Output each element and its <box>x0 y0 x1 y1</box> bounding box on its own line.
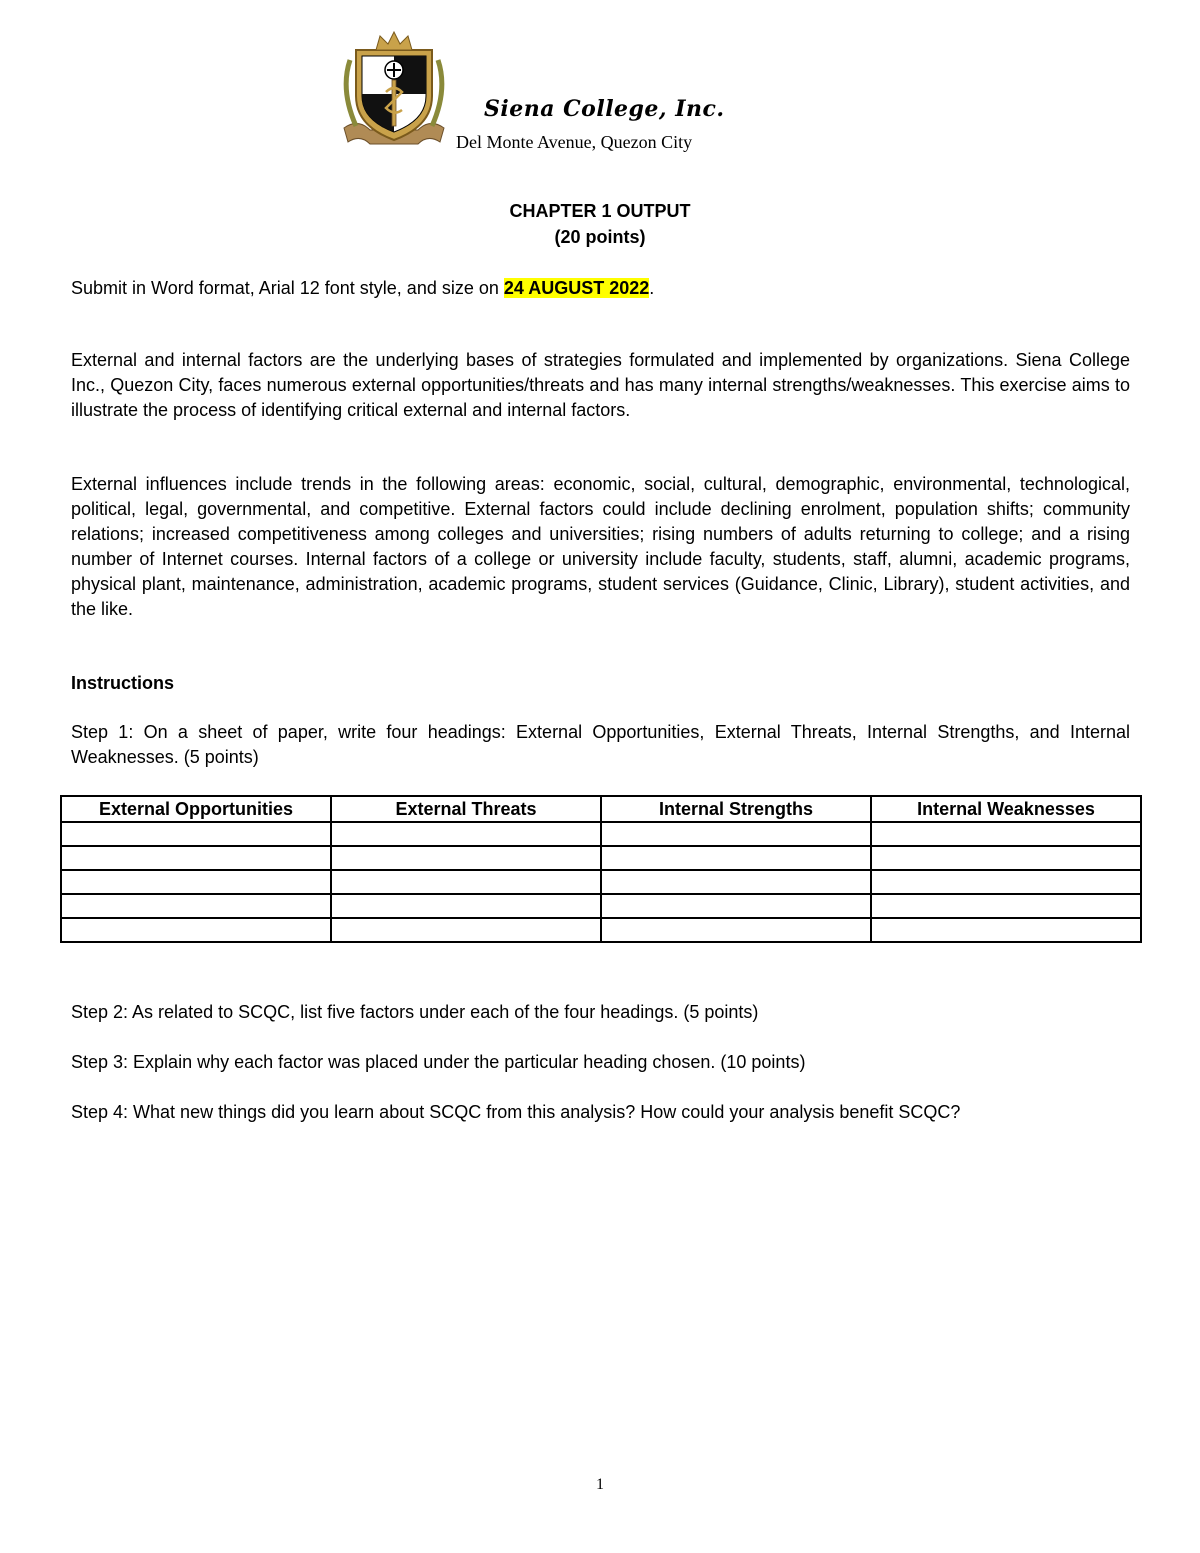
table-row <box>61 918 1141 942</box>
table-row <box>61 846 1141 870</box>
college-address: Del Monte Avenue, Quezon City <box>456 132 693 152</box>
header-internal-weaknesses: Internal Weaknesses <box>871 796 1141 822</box>
table-cell <box>61 894 331 918</box>
table-cell <box>871 846 1141 870</box>
submission-text: Submit in Word format, Arial 12 font style, and size on <box>71 278 504 298</box>
table-cell <box>601 846 871 870</box>
instructions-heading: Instructions <box>71 673 175 693</box>
submission-instructions <box>71 276 1130 301</box>
table-cell <box>331 894 601 918</box>
table-cell <box>601 870 871 894</box>
table-cell <box>331 846 601 870</box>
table-cell <box>331 822 601 846</box>
table-header-row <box>61 796 1141 822</box>
college-crest-logo-icon <box>340 30 448 158</box>
header-external-opportunities: External Opportunities <box>61 796 331 822</box>
header-external-threats: External Threats <box>331 796 601 822</box>
step-3: Step 3: Explain why each factor was placed under the particular heading chosen. (10 points) <box>71 1052 806 1072</box>
table-cell <box>331 918 601 942</box>
table-cell <box>601 822 871 846</box>
table-cell <box>601 894 871 918</box>
document-title: CHAPTER 1 OUTPUT <box>509 201 691 221</box>
table-cell <box>61 918 331 942</box>
table-row <box>61 870 1141 894</box>
table-cell <box>871 918 1141 942</box>
submission-suffix: . <box>649 278 655 298</box>
table-cell <box>61 846 331 870</box>
header-internal-strengths: Internal Strengths <box>601 796 871 822</box>
page-number: 1 <box>596 1476 604 1493</box>
table-cell <box>601 918 871 942</box>
table-row <box>61 822 1141 846</box>
step-2: Step 2: As related to SCQC, list five factors under each of the four headings. (5 points) <box>71 1002 759 1022</box>
table-cell <box>61 870 331 894</box>
factors-paragraph: External influences include trends in the following areas: economic, social, cultural, demographic, environmental, technological, political, legal, governmental, and competitive. External factors could include declining enrolment, population shifts; community relations; increased competitiveness among colleges and universities; rising numbers of adults returning to college; and a rising number of Internet courses. Internal factors of a college or university include faculty, students, staff, alumni, academic programs, physical plant, maintenance, administration, academic programs, student services (Guidance, Clinic, Library), student activities, and the like. <box>71 474 1130 619</box>
table-cell <box>331 870 601 894</box>
document-points: (20 points) <box>554 227 646 247</box>
deadline-highlight: 24 AUGUST 2022 <box>503 278 650 298</box>
step-1: Step 1: On a sheet of paper, write four headings: External Opportunities, External Threats, Internal Strengths, and Internal Weaknesses. (5 points) <box>71 722 1130 767</box>
table-cell <box>871 894 1141 918</box>
intro-paragraph: External and internal factors are the underlying bases of strategies formulated and implemented by organizations. Siena College Inc., Quezon City, faces numerous external opportunities/threats and has many internal strengths/weaknesses. This exercise aims to illustrate the process of identifying critical external and internal factors. <box>71 350 1130 420</box>
table-cell <box>871 822 1141 846</box>
college-name: Siena College, Inc. <box>484 96 725 122</box>
table-cell <box>61 822 331 846</box>
table-cell <box>871 870 1141 894</box>
table-row <box>61 894 1141 918</box>
step-4: Step 4: What new things did you learn about SCQC from this analysis? How could your analysis benefit SCQC? <box>71 1102 961 1122</box>
factors-table <box>60 795 1142 943</box>
